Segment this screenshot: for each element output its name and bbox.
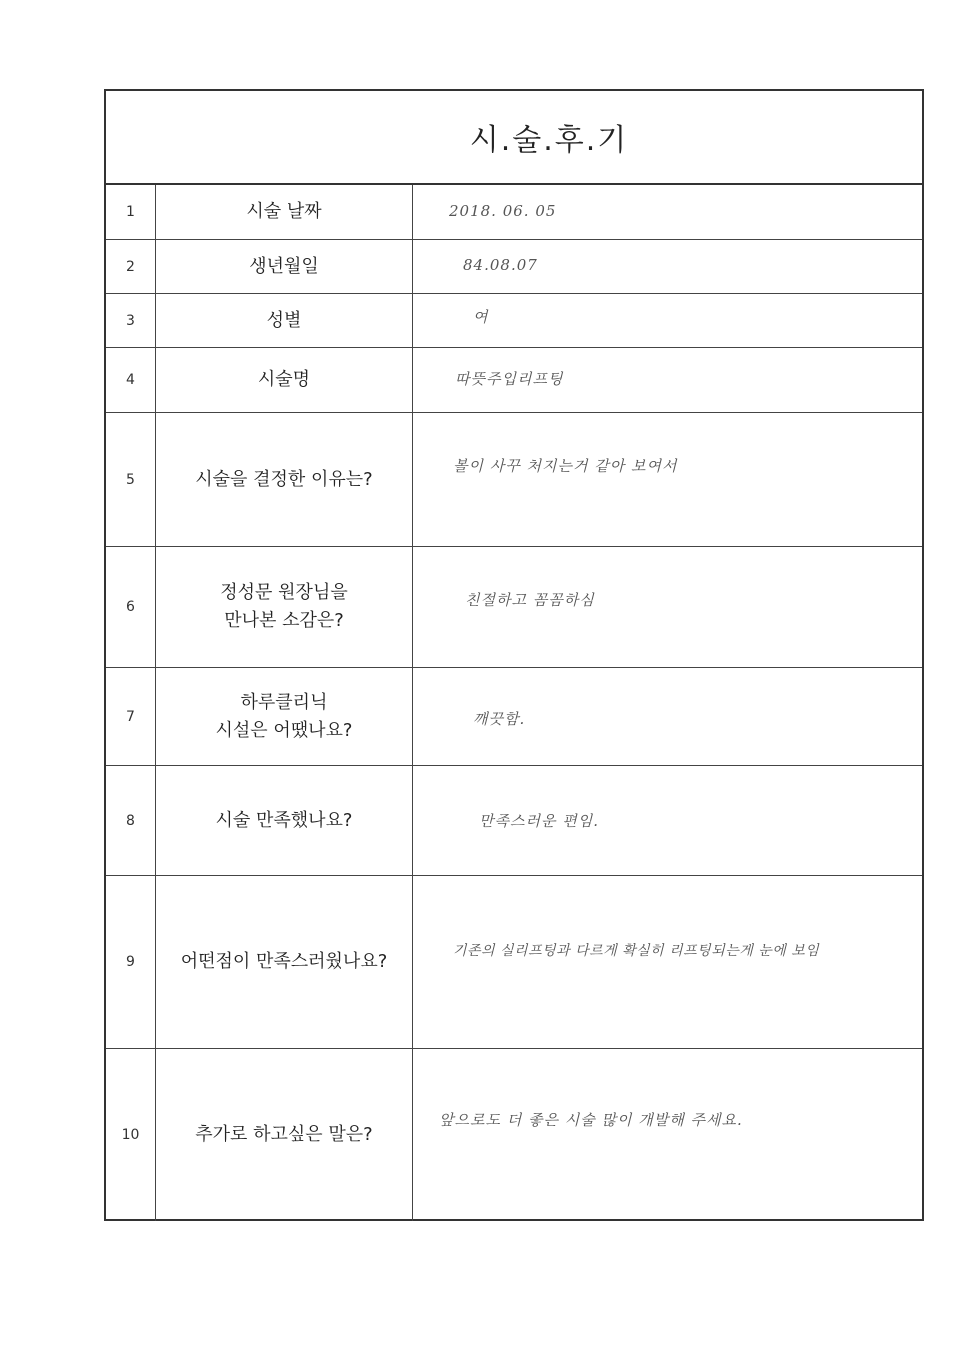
row-number: 1	[106, 185, 156, 239]
review-form	[104, 89, 924, 1221]
row-number: 2	[106, 240, 156, 293]
form-row	[106, 1049, 922, 1221]
handwritten-answer: 따뜻주입리프팅	[455, 370, 564, 388]
answer-cell	[413, 668, 922, 765]
row-number: 3	[106, 294, 156, 347]
answer-cell	[413, 766, 922, 875]
row-number: 7	[106, 668, 156, 765]
answer-cell	[413, 348, 922, 412]
question-label: 생년월일	[156, 240, 413, 293]
question-label: 어떤점이 만족스러웠나요?	[156, 876, 413, 1048]
form-row	[106, 185, 922, 240]
row-number: 8	[106, 766, 156, 875]
handwritten-answer: 친절하고 꼼꼼하심	[465, 591, 595, 609]
row-number: 9	[106, 876, 156, 1048]
answer-cell	[413, 876, 922, 1048]
handwritten-answer: 84.08.07	[463, 256, 538, 274]
form-row	[106, 547, 922, 668]
question-label: 시술명	[156, 348, 413, 412]
question-label: 추가로 하고싶은 말은?	[156, 1049, 413, 1221]
row-number: 6	[106, 547, 156, 667]
answer-cell	[413, 294, 922, 347]
answer-cell	[413, 413, 922, 546]
question-label: 성별	[156, 294, 413, 347]
form-row	[106, 294, 922, 348]
answer-cell	[413, 240, 922, 293]
handwritten-answer: 앞으로도 더 좋은 시술 많이 개발해 주세요.	[439, 1111, 743, 1129]
form-row	[106, 766, 922, 876]
question-label: 시술 날짜	[156, 185, 413, 239]
question-label: 시술을 결정한 이유는?	[156, 413, 413, 546]
handwritten-answer: 여	[473, 308, 489, 326]
answer-cell	[413, 1049, 922, 1221]
row-number: 4	[106, 348, 156, 412]
row-number: 10	[106, 1049, 156, 1221]
row-number: 5	[106, 413, 156, 546]
handwritten-answer: 깨끗함.	[473, 710, 526, 728]
handwritten-answer: 2018. 06. 05	[449, 202, 557, 220]
answer-cell	[413, 547, 922, 667]
form-row	[106, 876, 922, 1049]
form-row	[106, 668, 922, 766]
question-label: 하루클리닉 시설은 어땠나요?	[156, 668, 413, 765]
question-label: 정성문 원장님을 만나본 소감은?	[156, 547, 413, 667]
question-label: 시술 만족했나요?	[156, 766, 413, 875]
answer-cell	[413, 185, 922, 239]
handwritten-answer: 기존의 실리프팅과 다르게 확실히 리프팅되는게 눈에 보임	[453, 943, 820, 959]
form-row	[106, 348, 922, 413]
form-row	[106, 413, 922, 547]
form-header	[106, 91, 922, 185]
form-title: 시.술.후.기	[469, 123, 629, 158]
handwritten-answer: 만족스러운 편임.	[479, 812, 599, 830]
form-row	[106, 240, 922, 294]
handwritten-answer: 볼이 사꾸 처지는거 같아 보여서	[453, 457, 678, 475]
